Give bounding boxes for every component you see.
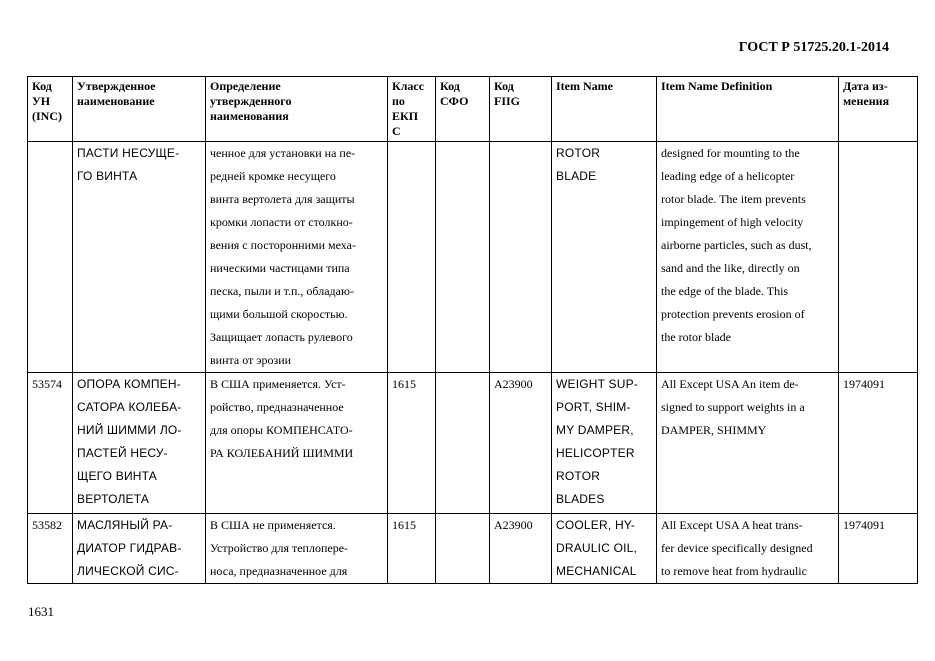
header-class (388, 77, 436, 142)
catalog-table (27, 76, 918, 584)
text-line: Определение (210, 79, 281, 93)
text-line: Устройство для теплопере- (210, 541, 349, 555)
text-line: impingement of high velocity (661, 215, 804, 229)
cell-code: 53582 (28, 514, 73, 584)
text-line: утвержденного (210, 94, 292, 108)
cell-item-name (552, 142, 657, 373)
text-line: MECHANICAL (556, 564, 637, 578)
cell-code: 53574 (28, 373, 73, 514)
text-line: MY DAMPER, (556, 423, 634, 437)
text-line: В США не применяется. (210, 518, 336, 532)
text-line: airborne particles, such as dust, (661, 238, 812, 252)
text-line: Item Name (556, 79, 613, 93)
cell-definition (206, 514, 388, 584)
text-line: редней кромке несущего (210, 169, 336, 183)
cell-name (73, 373, 206, 514)
text-line: ническими частицами типа (210, 261, 350, 275)
text-line: УН (32, 94, 51, 108)
text-line: ПАСТЕЙ НЕСУ- (77, 446, 168, 460)
cell-name (73, 142, 206, 373)
text-line: COOLER, HY- (556, 518, 636, 532)
cell-definition (206, 142, 388, 373)
text-line: rotor blade. The item prevents (661, 192, 806, 206)
text-line: Класс (392, 79, 425, 93)
text-line: для опоры КОМПЕНСАТО- (210, 423, 353, 437)
text-line: BLADE (556, 169, 597, 183)
cell-class: 1615 (388, 514, 436, 584)
text-line: ЩЕГО ВИНТА (77, 469, 157, 483)
cell-date: 1974091 (839, 514, 918, 584)
cell-sfo (436, 373, 490, 514)
header-approved-name (73, 77, 206, 142)
cell-date (839, 142, 918, 373)
text-line: All Except USA An item de- (661, 377, 799, 391)
document-standard-number: ГОСТ Р 51725.20.1-2014 (738, 40, 889, 55)
cell-class: 1615 (388, 373, 436, 514)
text-line: СФО (440, 94, 469, 108)
text-line: DRAULIC OIL, (556, 541, 638, 555)
text-line: fer device specifically designed (661, 541, 813, 555)
text-line: WEIGHT SUP- (556, 377, 638, 391)
text-line: МАСЛЯНЫЙ РА- (77, 518, 173, 532)
cell-sfo (436, 142, 490, 373)
text-line: Код (32, 79, 52, 93)
text-line: С (392, 124, 401, 138)
cell-fiig (490, 142, 552, 373)
cell-item-definition (657, 373, 839, 514)
cell-item-name (552, 514, 657, 584)
text-line: (INC) (32, 109, 62, 123)
table-row (28, 142, 918, 373)
text-line: Защищает лопасть рулевого (210, 330, 353, 344)
text-line: Код (440, 79, 460, 93)
text-line: ГО ВИНТА (77, 169, 138, 183)
text-line: FIIG (494, 94, 521, 108)
text-line: BLADES (556, 492, 605, 506)
cell-item-definition (657, 142, 839, 373)
page-number: 1631 (28, 604, 54, 619)
text-line: менения (843, 94, 890, 108)
table-header-row (28, 77, 918, 142)
text-line: САТОРА КОЛЕБА- (77, 400, 182, 414)
text-line: HELICOPTER (556, 446, 635, 460)
text-line: Утвержденное (77, 79, 156, 93)
text-line: вения с посторонними меха- (210, 238, 356, 252)
text-line: the rotor blade (661, 330, 731, 344)
text-line: leading edge of a helicopter (661, 169, 795, 183)
text-line: ОПОРА КОМПЕН- (77, 377, 181, 391)
text-line: ченное для установки на пе- (210, 146, 356, 160)
text-line: designed for mounting to the (661, 146, 800, 160)
text-line: All Except USA A heat trans- (661, 518, 803, 532)
text-line: Item Name Definition (661, 79, 773, 93)
text-line: винта от эрозии (210, 353, 292, 367)
cell-date: 1974091 (839, 373, 918, 514)
text-line: DAMPER, SHIMMY (661, 423, 767, 437)
text-line: ЕКП (392, 109, 419, 123)
text-line: наименования (210, 109, 289, 123)
cell-name (73, 514, 206, 584)
text-line: to remove heat from hydraulic (661, 564, 807, 578)
text-line: щими большой скоростью. (210, 307, 348, 321)
cell-class (388, 142, 436, 373)
text-line: ЛИЧЕСКОЙ СИС- (77, 564, 179, 578)
text-line: по (392, 94, 405, 108)
cell-definition (206, 373, 388, 514)
header-definition (206, 77, 388, 142)
text-line: РА КОЛЕБАНИЙ ШИММИ (210, 446, 354, 460)
text-line: Дата из- (843, 79, 888, 93)
text-line: sand and the like, directly on (661, 261, 800, 275)
cell-item-name (552, 373, 657, 514)
text-line: protection prevents erosion of (661, 307, 805, 321)
header-code-inc (28, 77, 73, 142)
text-line: носа, предназначенное для (210, 564, 348, 578)
text-line: песка, пыли и т.п., обладаю- (210, 284, 354, 298)
text-line: PORT, SHIM- (556, 400, 631, 414)
text-line: ВЕРТОЛЕТА (77, 492, 150, 506)
cell-code (28, 142, 73, 373)
cell-fiig: A23900 (490, 514, 552, 584)
text-line: наименование (77, 94, 155, 108)
cell-sfo (436, 514, 490, 584)
header-item-definition (657, 77, 839, 142)
header-change-date (839, 77, 918, 142)
text-line: ROTOR (556, 469, 601, 483)
text-line: ДИАТОР ГИДРАВ- (77, 541, 182, 555)
text-line: НИЙ ШИММИ ЛО- (77, 423, 182, 437)
table-row (28, 373, 918, 514)
text-line: ПАСТИ НЕСУЩЕ- (77, 146, 180, 160)
table-row (28, 514, 918, 584)
text-line: signed to support weights in a (661, 400, 805, 414)
cell-fiig: A23900 (490, 373, 552, 514)
cell-item-definition (657, 514, 839, 584)
text-line: ROTOR (556, 146, 601, 160)
text-line: Код (494, 79, 514, 93)
text-line: винта вертолета для защиты (210, 192, 355, 206)
header-item-name (552, 77, 657, 142)
header-fiig (490, 77, 552, 142)
header-sfo (436, 77, 490, 142)
text-line: В США применяется. Уст- (210, 377, 346, 391)
text-line: кромки лопасти от столкно- (210, 215, 353, 229)
text-line: ройство, предназначенное (210, 400, 344, 414)
text-line: the edge of the blade. This (661, 284, 789, 298)
